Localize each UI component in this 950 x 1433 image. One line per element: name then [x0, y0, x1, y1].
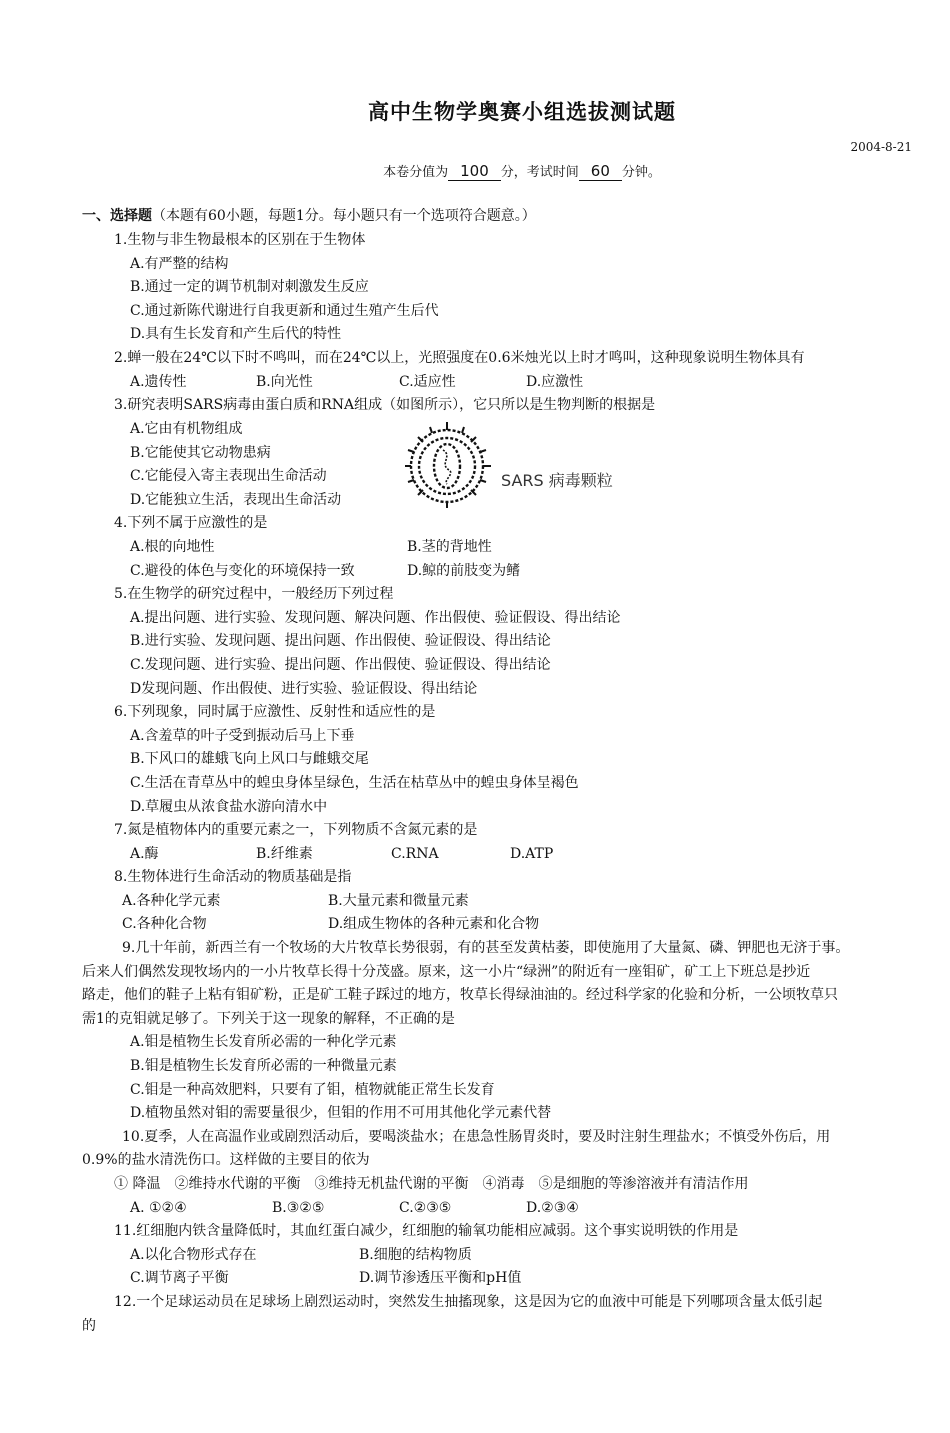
option: D.组成生物体的各种元素和化合物 [328, 916, 540, 932]
option: B.向光性 [256, 374, 313, 390]
option: A.以化合物形式存在 [130, 1247, 257, 1263]
option: A.根的向地性 [130, 539, 215, 555]
option: C.它能侵入寄主表现出生命活动 [130, 468, 327, 484]
page-title: 高中生物学奥赛小组选拔测试题 [368, 99, 676, 124]
option: B.通过一定的调节机制对刺激发生反应 [130, 279, 369, 295]
option: A.酶 [130, 846, 159, 862]
question-12: 12.一个足球运动员在足球场上剧烈运动时，突然发生抽搐现象，这是因为它的血液中可能是下列哪项含量太低引起 [114, 1294, 823, 1310]
question-6: 6.下列现象，同时属于应激性、反射性和适应性的是 [114, 704, 436, 720]
option: A.遗传性 [130, 374, 187, 390]
paragraph-line: 后来人们偶然发现牧场内的一小片牧草长得十分茂盛。原来，这一小片“绿洲”的附近有一座钼矿，矿工上下班总是抄近 [82, 964, 811, 980]
figure-label: SARS 病毒颗粒 [501, 471, 613, 490]
question-1: 1.生物与非生物最根本的区别在于生物体 [114, 232, 366, 248]
option: A.含羞草的叶子受到振动后马上下垂 [130, 728, 355, 744]
sars-virus-figure [405, 418, 635, 508]
option: B.茎的背地性 [407, 539, 492, 555]
paragraph-line: 0.9%的盐水清洗伤口。这样做的主要目的依为 [82, 1152, 370, 1168]
option: C.各种化合物 [122, 916, 207, 932]
question-3: 3.研究表明SARS病毒由蛋白质和RNA组成（如图所示），它只所以是生物判断的根据是 [114, 397, 656, 413]
question-10: 10.夏季，人在高温作业或剧烈活动后，要喝淡盐水；在患急性肠胃炎时，要及时注射生理盐水；不慎受外伤后，用 [122, 1129, 831, 1145]
sars-virus-icon [405, 418, 635, 508]
option: B.钼是植物生长发育所必需的一种微量元素 [130, 1058, 397, 1074]
section-note: （本题有60小题，每题1分。每小题只有一个选项符合题意。） [152, 208, 536, 224]
option: D.草履虫从浓食盐水游向清水中 [130, 799, 328, 815]
option: D.鲸的前肢变为鳍 [407, 563, 521, 579]
score-prefix: 本卷分值为 [383, 165, 449, 180]
option: D.它能独立生活，表现出生命活动 [130, 492, 342, 508]
option: D.具有生长发育和产生后代的特性 [130, 326, 342, 342]
option: C.钼是一种高效肥料，只要有了钼，植物就能正常生长发育 [130, 1082, 495, 1098]
question-11: 11.红细胞内铁含量降低时，其血红蛋白减少，红细胞的输氧功能相应减弱。这个事实说明铁的作用是 [114, 1223, 739, 1239]
score-suffix: 分钟。 [621, 165, 661, 180]
option: C.调节离子平衡 [130, 1270, 229, 1286]
option: A. ①②④ [130, 1200, 187, 1216]
option: C.RNA [391, 846, 439, 862]
option: C.②③⑤ [399, 1200, 452, 1216]
option: C.适应性 [399, 374, 456, 390]
option: B.大量元素和微量元素 [328, 893, 469, 909]
time-value: 60 [579, 162, 622, 181]
option: C.避役的体色与变化的环境保持一致 [130, 563, 355, 579]
option: C.生活在青草丛中的蝗虫身体呈绿色，生活在枯草丛中的蝗虫身体呈褐色 [130, 775, 579, 791]
question-9: 9.几十年前，新西兰有一个牧场的大片牧草长势很弱，有的甚至发黄枯萎，即使施用了大量氮、磷、钾肥也无济于事。 [122, 940, 850, 956]
option: A.有严整的结构 [130, 256, 229, 272]
option: D.ATP [510, 846, 554, 862]
option: B.③②⑤ [272, 1200, 325, 1216]
section-heading-line [82, 206, 536, 226]
question-5: 5.在生物学的研究过程中，一般经历下列过程 [114, 586, 394, 602]
option: A.各种化学元素 [122, 893, 221, 909]
option: B.进行实验、发现问题、提出问题、作出假使、验证假设、得出结论 [130, 633, 551, 649]
question-4: 4.下列不属于应激性的是 [114, 515, 268, 531]
score-line [0, 161, 950, 181]
paragraph-line: 的 [82, 1318, 96, 1334]
question-2: 2.蝉一般在24℃以下时不鸣叫，而在24℃以上，光照强度在0.6米烛光以上时才鸣叫，这种现象说明生物体具有 [114, 350, 805, 366]
score-mid: 分，考试时间 [500, 165, 579, 180]
section-heading: 一、选择题 [82, 208, 152, 224]
option: D.调节渗透压平衡和pH值 [359, 1270, 522, 1286]
option: B.下风口的雄蛾飞向上风口与雌蛾交尾 [130, 751, 369, 767]
option: B.纤维素 [256, 846, 313, 862]
option: D发现问题、作出假使、进行实验、验证假设、得出结论 [130, 681, 478, 697]
option: B.细胞的结构物质 [359, 1247, 472, 1263]
statement-list: ① 降温 ②维持水代谢的平衡 ③维持无机盐代谢的平衡 ④消毒 ⑤是细胞的等渗溶液并有清洁作用 [114, 1176, 749, 1192]
option: C.发现问题、进行实验、提出问题、作出假使、验证假设、得出结论 [130, 657, 551, 673]
exam-date: 2004-8-21 [850, 140, 912, 154]
option: A.它由有机物组成 [130, 421, 243, 437]
score-value: 100 [448, 162, 501, 181]
option: A.提出问题、进行实验、发现问题、解决问题、作出假使、验证假设、得出结论 [130, 610, 621, 626]
option: D.②③④ [526, 1200, 579, 1216]
option: D.植物虽然对钼的需要量很少，但钼的作用不可用其他化学元素代替 [130, 1105, 552, 1121]
option: D.应激性 [526, 374, 584, 390]
option: A.钼是植物生长发育所必需的一种化学元素 [130, 1034, 397, 1050]
question-7: 7.氮是植物体内的重要元素之一，下列物质不含氮元素的是 [114, 822, 478, 838]
question-8: 8.生物体进行生命活动的物质基础是指 [114, 869, 352, 885]
option: B.它能使其它动物患病 [130, 445, 271, 461]
option: C.通过新陈代谢进行自我更新和通过生殖产生后代 [130, 303, 439, 319]
paragraph-line: 路走，他们的鞋子上粘有钼矿粉，正是矿工鞋子踩过的地方，牧草长得绿油油的。经过科学家的化验和分析，一公顷牧草只 [82, 987, 838, 1003]
paragraph-line: 需1的克钼就足够了。下列关于这一现象的解释，不正确的是 [82, 1011, 455, 1027]
